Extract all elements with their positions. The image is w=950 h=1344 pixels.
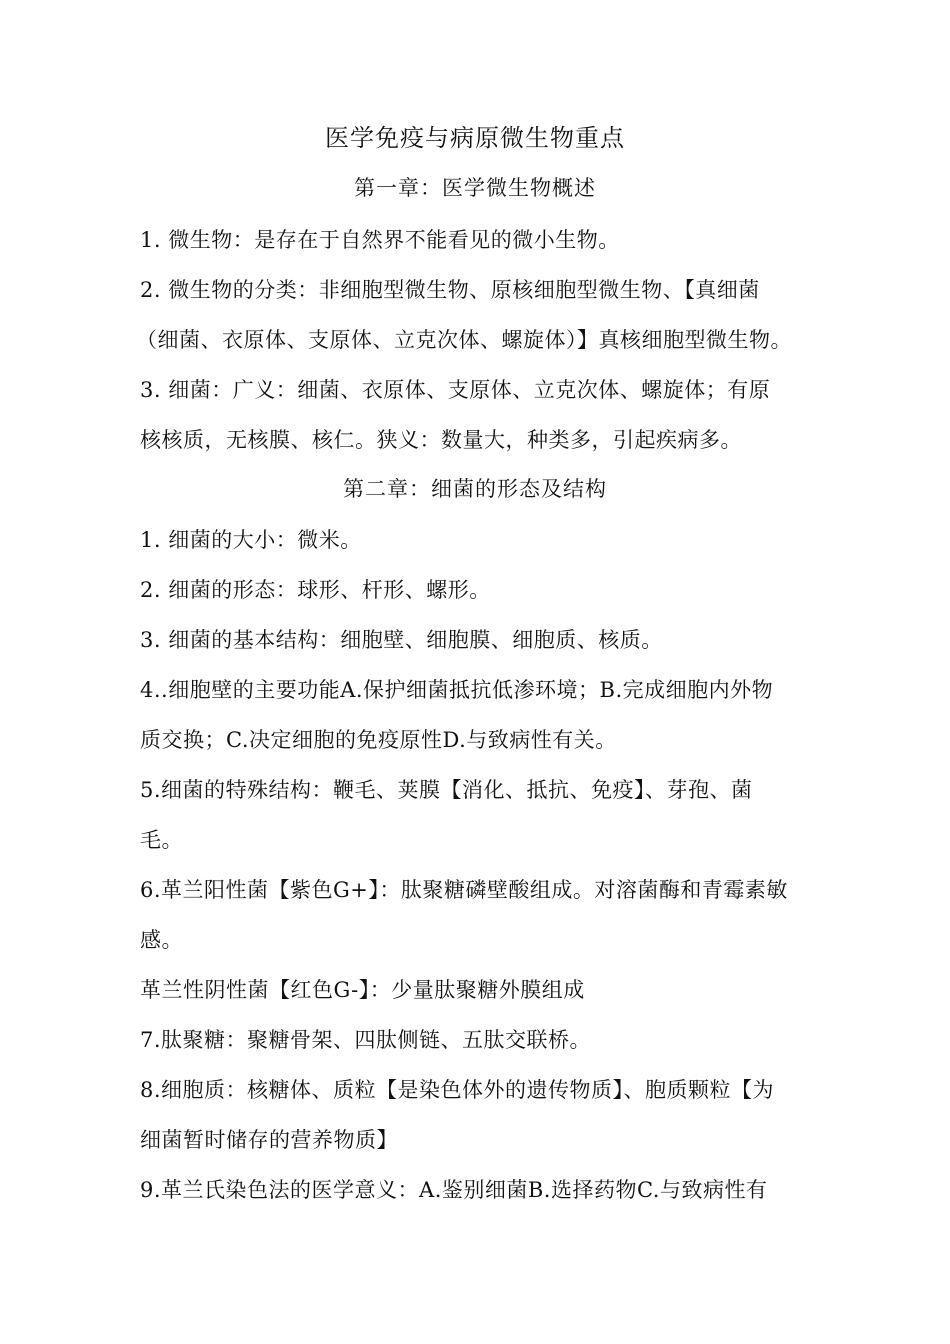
chapter-1-heading: 第一章：医学微生物概述 [354,176,596,200]
text-line: 核核质，无核膜、核仁。狭义：数量大，种类多，引起疾病多。 [140,428,742,452]
text-line: 1. 细菌的大小：微米。 [140,528,362,552]
text-line: 质交换；C.决定细胞的免疫原性D.与致病性有关。 [140,728,617,752]
text-line: 1. 微生物：是存在于自然界不能看见的微小生物。 [140,228,620,252]
text-line: 4..细胞壁的主要功能A.保护细菌抵抗低渗环境；B.完成细胞内外物 [140,678,774,702]
text-line: 5.细菌的特殊结构：鞭毛、荚膜【消化、抵抗、免疫】、芽孢、菌 [140,778,753,802]
chapter-2-heading: 第二章：细菌的形态及结构 [343,477,607,501]
text-line: 6.革兰阳性菌【紫色G+】：肽聚糖磷壁酸组成。对溶菌酶和青霉素敏 [140,878,788,902]
text-line: 8.细胞质：核糖体、质粒【是染色体外的遗传物质】、胞质颗粒【为 [140,1078,775,1102]
text-line: 革兰性阴性菌【红色G-】：少量肽聚糖外膜组成 [140,978,585,1002]
text-line: 3. 细菌：广义：细菌、衣原体、支原体、立克次体、螺旋体；有原 [140,378,771,402]
text-line: 毛。 [140,828,183,852]
text-line: （细菌、衣原体、支原体、立克次体、螺旋体）】真核细胞型微生物。 [136,328,792,352]
text-line: 7.肽聚糖：聚糖骨架、四肽侧链、五肽交联桥。 [140,1028,592,1052]
text-line: 感。 [140,928,183,952]
text-line: 3. 细菌的基本结构：细胞壁、细胞膜、细胞质、核质。 [140,628,663,652]
text-line: 2. 细菌的形态：球形、杆形、螺形。 [140,578,491,602]
document-title: 医学免疫与病原微生物重点 [325,124,625,152]
text-line: 细菌暂时储存的营养物质】 [140,1128,398,1152]
text-line: 9.革兰氏染色法的医学意义：A.鉴别细菌B.选择药物C.与致病性有 [140,1178,768,1202]
text-line: 2. 微生物的分类：非细胞型微生物、原核细胞型微生物、【真细菌 [140,278,760,302]
